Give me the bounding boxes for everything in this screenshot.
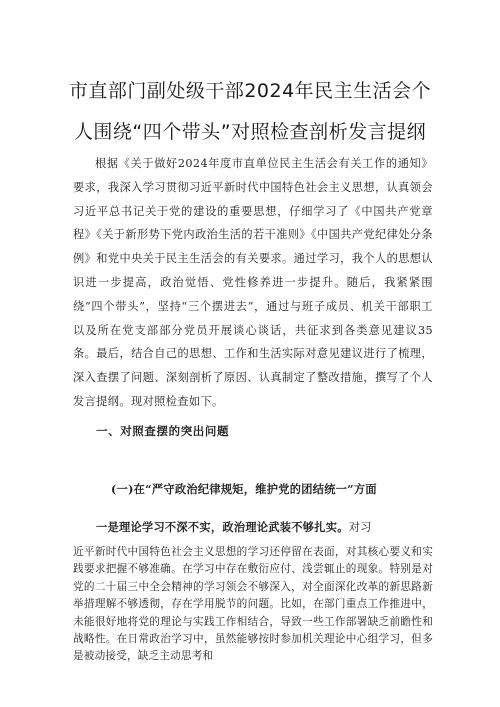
point-heading (96, 519, 372, 535)
document-title-line-2: 人围绕“四个带头”对照检查剖析发言提纲 (73, 121, 427, 143)
intro-paragraph: 根据《关于做好2024年度市直单位民主生活会有关工作的通知》要求，我深入学习贯彻习近平新时代中国特色社会主义思想，认真领会习近平总书记关于党的建设的重要思想，仔细学习了《中国共产党章程》《关于新形势下党内政治生活的若干准则》《中国共产党纪律处分条例》和党中央关于民主生活会的有关要求。通过学习，我个人的思想认识进一步提高，政治觉悟、党性修养进一步提升。随后，我紧紧围绕“四个带头”，坚持“三个摆进去”，通过与班子成员、机关干部职工以及所在党支部部分党员开展谈心谈话，共征求到各类意见建议35条。最后，结合自己的思想、工作和生活实际对意见建议进行了梳理，深入查摆了问题、深刻剖析了原因、认真制定了整改措施，撰写了个人发言提纲。现对照检查如下。 (73, 157, 433, 408)
document-title-line-1: 市直部门副处级干部2024年民主生活会个 (68, 80, 432, 102)
point-heading-bold: 一是理论学习不深不实，政治理论武装不够扎实。 (96, 520, 349, 534)
section-heading: 一、对照查摆的突出问题 (96, 424, 230, 438)
point-body-paragraph: 近平新时代中国特色社会主义思想的学习还停留在表面，对其核心要义和实践要求把握不够准确。在学习中存在敷衍应付、浅尝辄止的现象。特别是对党的二十届三中全会精神的学习领会不够深入，对全面深化改革的新思路新举措理解不够透彻，存在学用脱节的问题。比如，在部门重点工作推进中，未能很好地将党的理论与实践工作相结合，导致一些工作部署缺乏前瞻性和战略性。在日常政治学习中，虽然能够按时参加机关理论中心组学习，但多是被动接受，缺乏主动思考和 (73, 546, 433, 663)
subsection-heading: (一)在“严守政治纪律规矩，维护党的团结统一”方面 (111, 482, 377, 496)
point-heading-lead: 对习 (348, 521, 372, 534)
